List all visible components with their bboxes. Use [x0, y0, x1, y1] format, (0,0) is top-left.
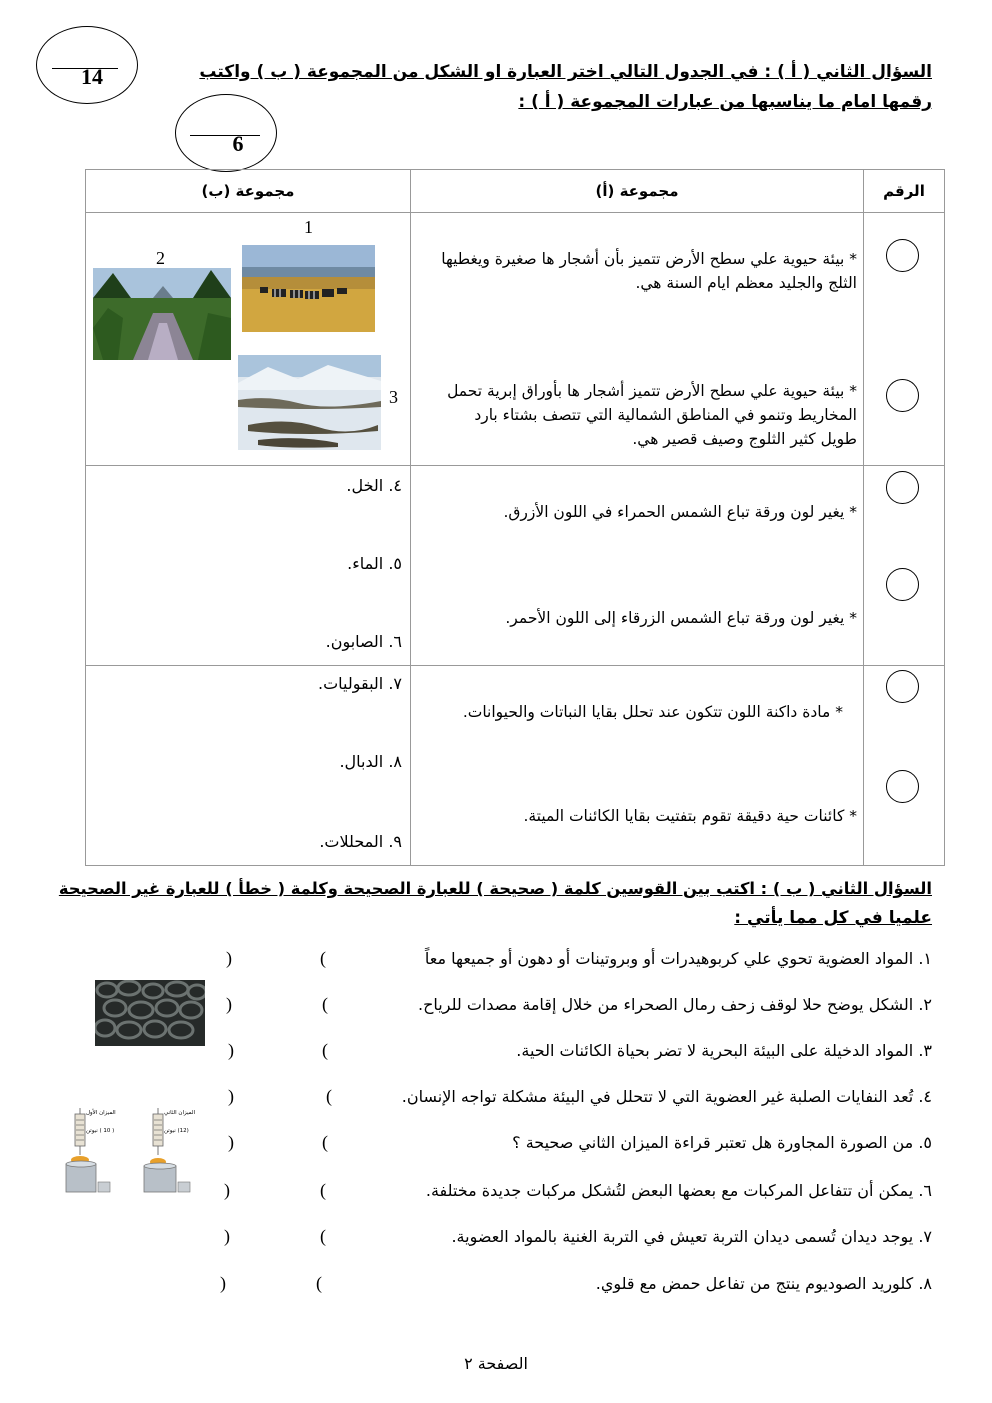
group-b-item-8: ٨. الدبال.: [339, 752, 402, 771]
forest-river-photo-icon: [93, 268, 231, 360]
snowy-tundra-photo-icon: [238, 355, 381, 450]
group-b-images-cell: [86, 213, 411, 466]
tf-item-2: ٢. الشكل يوضح حلا لوقف زحف رمال الصحراء من خلال إقامة مصدات للرياح.: [418, 995, 932, 1014]
answer-circle-4[interactable]: [886, 568, 919, 601]
group-a-item-5: * مادة داكنة اللون تتكون عند تحلل بقايا النباتات والحيوانات.: [462, 703, 843, 721]
answer-circle-2[interactable]: [886, 379, 919, 412]
answer-paren-close-1[interactable]: ): [226, 948, 232, 968]
table-header-row: [86, 170, 945, 213]
tf-item-8: ٨. كلوريد الصوديوم ينتج من تفاعل حمض مع قلوي.: [595, 1274, 932, 1293]
tf-item-1: ١. المواد العضوية تحوي علي كربوهيدرات أو وبروتينات أو دهون أو جميعها معاً: [424, 949, 932, 968]
group-b-item-7: ٧. البقوليات.: [318, 674, 402, 693]
scale-2-label: الميزان الثاني: [164, 1110, 196, 1116]
answer-circle-1[interactable]: [886, 239, 919, 272]
group-a-cell: [411, 666, 864, 866]
question-a-heading-line2: رقمها امام ما يناسبها من عبارات المجموعة ( أ ) :: [518, 92, 932, 112]
answer-paren-close-8[interactable]: ): [220, 1273, 226, 1293]
tf-item-5: ٥. من الصورة المجاورة هل تعتبر قراءة الميزان الثاني صحيحة ؟: [512, 1133, 932, 1152]
answer-paren-open-6[interactable]: (: [320, 1180, 326, 1200]
answer-paren-open-5[interactable]: (: [322, 1132, 328, 1152]
group-a-item-4: * يغير لون ورقة تباع الشمس الزرقاء إلى اللون الأحمر.: [505, 609, 857, 627]
tf-item-3: ٣. المواد الدخيلة على البيئة البحرية لا تضر بحياة الكائنات الحية.: [516, 1041, 932, 1060]
answer-paren-close-7[interactable]: ): [224, 1226, 230, 1246]
image-number-1: 1: [304, 217, 313, 237]
answer-paren-close-2[interactable]: ): [226, 994, 232, 1014]
header-group-a: مجموعة (أ): [411, 170, 864, 213]
answer-cell: [864, 466, 945, 666]
matching-table: [85, 169, 945, 866]
answer-paren-open-1[interactable]: (: [320, 948, 326, 968]
answer-paren-open-3[interactable]: (: [322, 1040, 328, 1060]
answer-paren-open-2[interactable]: (: [322, 994, 328, 1014]
answer-paren-close-4[interactable]: ): [228, 1086, 234, 1106]
tf-item-7: ٧. يوجد ديدان تُسمى ديدان التربة تعيش في التربة الغنية بالمواد العضوية.: [451, 1227, 932, 1246]
table-row: [86, 666, 945, 866]
spring-scales-illustration: [58, 1100, 206, 1200]
answer-circle-6[interactable]: [886, 770, 919, 803]
question-b-heading-line2: علميا في كل مما يأتي :: [734, 908, 932, 928]
answer-circle-5[interactable]: [886, 670, 919, 703]
section-score: 6: [232, 131, 244, 156]
table-row: [86, 213, 945, 466]
answer-circle-3[interactable]: [886, 471, 919, 504]
header-group-b: مجموعة (ب): [86, 170, 411, 213]
question-b-heading-line1: السؤال الثاني ( ب ) : اكتب بين القوسين كلمة ( صحيحة ) للعبارة الصحيحة وكلمة ( خطأ ) للعبارة غير الصحيحة: [58, 879, 932, 898]
answer-paren-open-4[interactable]: (: [326, 1086, 332, 1106]
savanna-zebras-photo-icon: [242, 245, 375, 332]
group-a-cell: [411, 213, 864, 466]
image-number-2: 2: [156, 248, 165, 268]
answer-paren-close-5[interactable]: ): [228, 1132, 234, 1152]
group-b-item-5: ٥. الماء.: [347, 554, 402, 573]
answer-cell: [864, 666, 945, 866]
answer-paren-close-6[interactable]: ): [224, 1180, 230, 1200]
tf-item-4: ٤. تُعد النفايات الصلبة غير العضوية التي لا تتحلل في البيئة مشكلة تواجه الإنسان.: [401, 1087, 932, 1106]
group-b-cell: [86, 666, 411, 866]
scale-1-label: الميزان الأول: [86, 1110, 116, 1116]
answer-paren-open-7[interactable]: (: [320, 1226, 326, 1246]
image-number-3: 3: [389, 387, 398, 407]
answer-paren-close-3[interactable]: ): [228, 1040, 234, 1060]
page-number: الصفحة ٢: [464, 1354, 528, 1373]
group-a-item-3: * يغير لون ورقة تباع الشمس الحمراء في اللون الأزرق.: [503, 503, 857, 521]
answer-cell: [864, 213, 945, 466]
group-a-item-2: * بيئة حيوية علي سطح الأرض تتميز أشجار ها بأوراق إبرية تحمل المخاريط وتنمو في المناطق الشمالية التي تتصف بشتاء بارد طويل كثير الثلوج وصيف قصير هي.: [447, 382, 857, 448]
scale-1-reading: ( 10 ) نيوتن: [86, 1128, 115, 1134]
group-b-item-4: ٤. الخل.: [346, 476, 402, 495]
group-b-item-9: ٩. المحللات.: [319, 832, 402, 851]
total-score: 14: [81, 64, 103, 89]
group-b-item-6: ٦. الصابون.: [325, 632, 402, 651]
answer-paren-open-8[interactable]: (: [316, 1273, 322, 1293]
table-row: [86, 466, 945, 666]
header-number: الرقم: [864, 170, 945, 213]
group-b-cell: [86, 466, 411, 666]
question-a-heading-line1: السؤال الثاني ( أ ) : في الجدول التالي اختر العبارة او الشكل من المجموعة ( ب ) واكتب: [199, 62, 932, 82]
scale-2-reading: (12) نيوتن: [164, 1128, 189, 1134]
group-a-cell: [411, 466, 864, 666]
tires-pile-photo-icon: [95, 980, 205, 1046]
tf-item-6: ٦. يمكن أن تتفاعل المركبات مع بعضها البعض لتُشكل مركبات جديدة مختلفة.: [425, 1181, 932, 1200]
group-a-item-1: * بيئة حيوية علي سطح الأرض تتميز بأن أشجار ها صغيرة ويغطيها الثلج والجليد معظم ايام السنة هي.: [441, 250, 857, 292]
group-a-item-6: * كائنات حية دقيقة تقوم بتفتيت بقايا الكائنات الميتة.: [523, 807, 857, 825]
